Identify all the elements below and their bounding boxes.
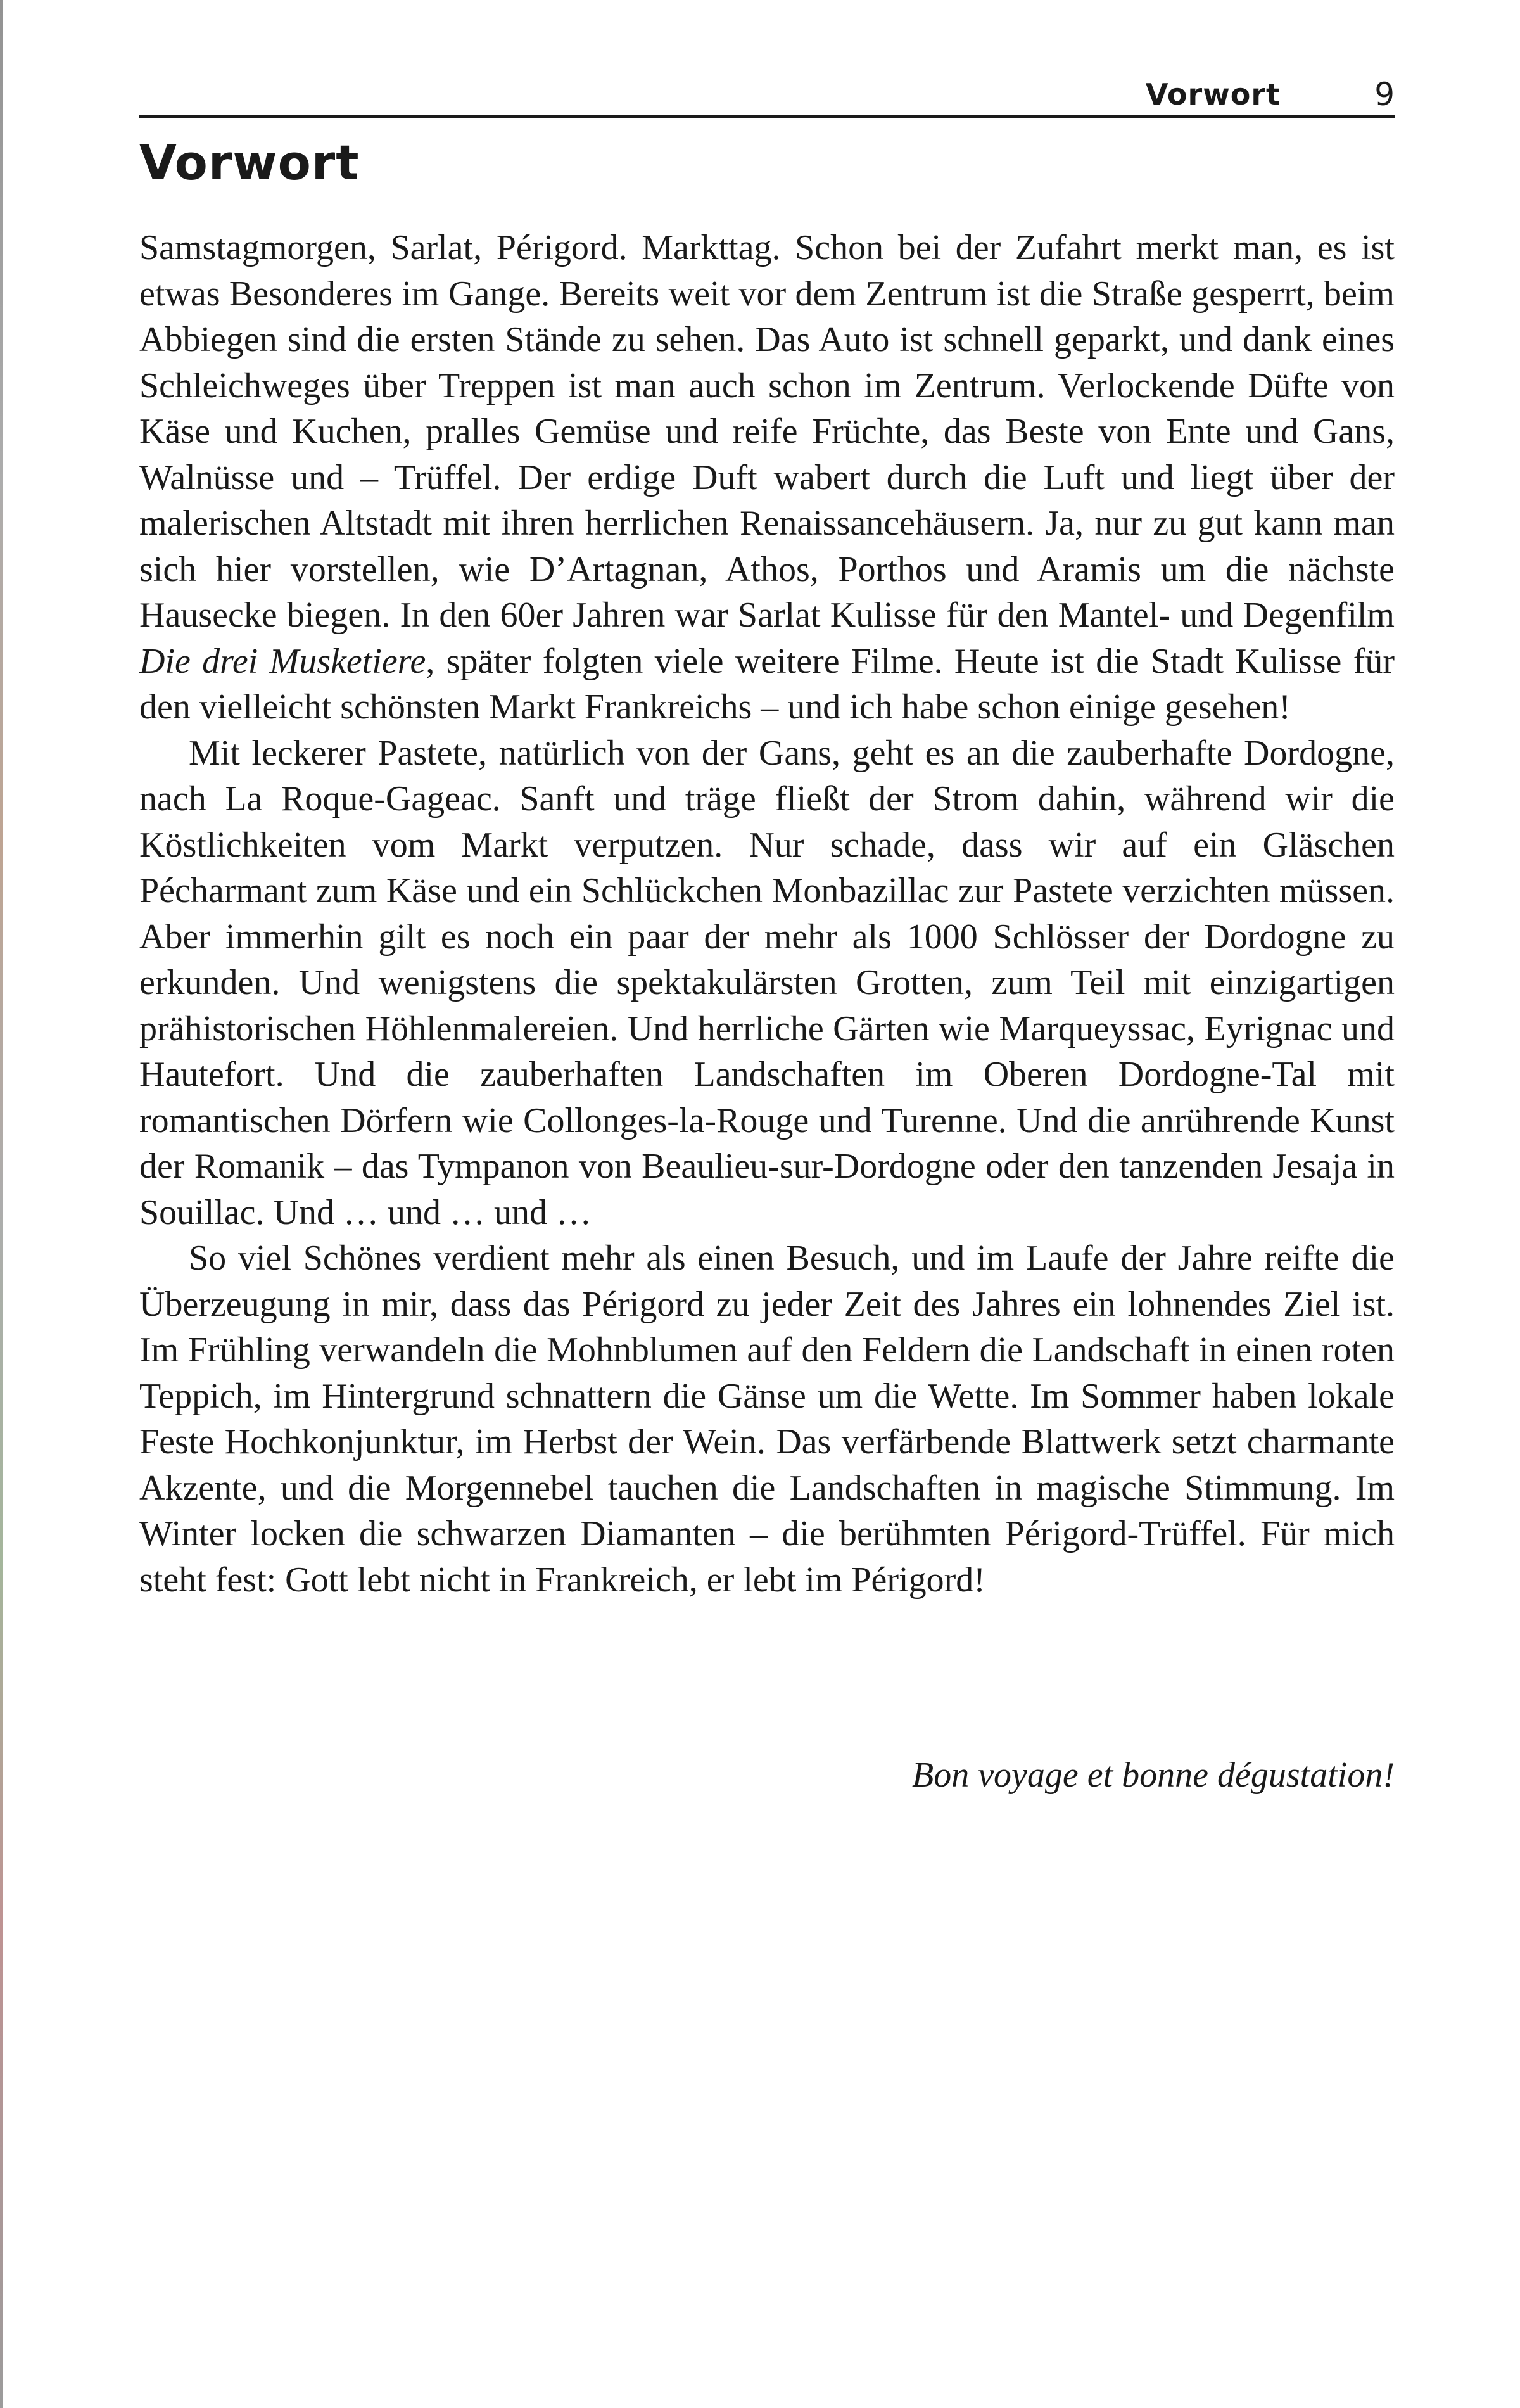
paragraph-1-text-before: Samstagmorgen, Sarlat, Périgord. Markttag. Schon bei der Zufahrt merkt man, es ist etwas Besonderes im Gange. Bereits weit vor dem Zentrum ist die Straße gesperrt, beim Abbiegen sind die ersten Stände zu sehen. Das Auto ist schnell geparkt, und dank eines Schleichweges über Treppen ist man auch schon im Zentrum. Verlockende Düfte von Käse und Kuchen, pralles Gemüse und reife Früchte, das Beste von Ente und Gans, Walnüsse und – Trüffel. Der erdige Duft wabert durch die Luft und liegt über der malerischen Altstadt mit ihren herrlichen Renaissancehäusern. Ja, nur zu gut kann man sich hier vorstellen, wie D’Artagnan, Athos, Porthos und Aramis um die nächste Hausecke biegen. In den 60er Jahren war Sarlat Kulisse für den Mantel- und Degenfilm xyxy=(139,228,1395,635)
film-title: Die drei Musketiere xyxy=(139,641,426,681)
page-number: 9 xyxy=(1374,76,1395,113)
paragraph-1-text-after: , später folgten viele weitere Filme. Heute ist die Stadt Kulisse für den vielleicht schönsten Markt Frankreichs – und ich habe schon einige gesehen! xyxy=(139,641,1395,727)
running-head-title: Vorwort xyxy=(1145,77,1281,111)
page-edge xyxy=(0,0,3,2408)
paragraph-2: Mit leckerer Pastete, natürlich von der Gans, geht es an die zauberhafte Dordogne, nach La Roque-Gageac. Sanft und träge fließt der Strom dahin, während wir die Köstlichkeiten vom Markt verputzen. Nur schade, dass wir auf ein Gläschen Pécharmant zum Käse und ein Schlückchen Monbazillac zur Pastete verzichten müssen. Aber immerhin gilt es noch ein paar der mehr als 1000 Schlösser der Dordogne zu erkunden. Und wenigstens die spektakulärsten Grotten, zum Teil mit einzigartigen prähistorischen Höhlenmalereien. Und herrliche Gärten wie Marqueyssac, Eyrignac und Hautefort. Und die zauberhaften Landschaften im Oberen Dordogne-Tal mit romantischen Dörfern wie Collonges-la-Rouge und Turenne. Und die anrührende Kunst der Romanik – das Tympanon von Beaulieu-sur-Dordogne oder den tanzenden Jesaja in Souillac. Und … und … und … xyxy=(139,733,1395,1232)
closing-line: Bon voyage et bonne dégustation! xyxy=(911,1755,1395,1795)
book-page xyxy=(139,0,1395,2408)
paragraph-1 xyxy=(139,225,1395,730)
body-text xyxy=(139,225,1395,1603)
running-head xyxy=(139,76,1395,118)
chapter-title: Vorwort xyxy=(139,134,360,191)
paragraph-3: So viel Schönes verdient mehr als einen Besuch, und im Laufe der Jahre reifte die Überzeugung in mir, dass das Périgord zu jeder Zeit des Jahres ein lohnendes Ziel ist. Im Frühling verwandeln die Mohnblumen auf den Feldern die Landschaft in einen roten Teppich, im Hintergrund schnattern die Gänse um die Wette. Im Sommer haben lokale Feste Hochkonjunktur, im Herbst der Wein. Das verfärbende Blattwerk setzt charmante Akzente, und die Morgennebel tauchen die Landschaften in magische Stimmung. Im Winter locken die schwarzen Diamanten – die berühmten Périgord-Trüffel. Für mich steht fest: Gott lebt nicht in Frankreich, er lebt im Périgord! xyxy=(139,1239,1395,1600)
